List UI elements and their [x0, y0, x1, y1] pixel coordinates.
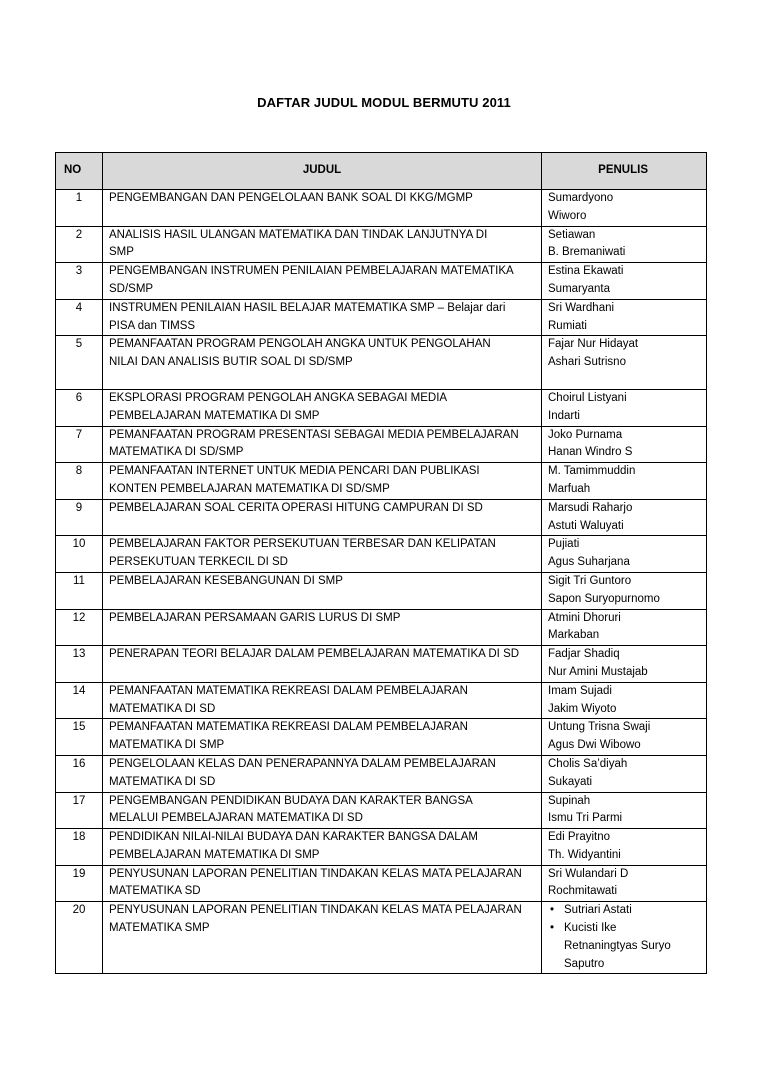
author-name: Sumaryanta — [548, 282, 611, 295]
row-number: 11 — [56, 572, 103, 609]
module-title-line: PENYUSUNAN LAPORAN PENELITIAN TINDAKAN KELAS MATA PELAJARAN — [109, 867, 522, 880]
table-header-row — [56, 153, 707, 190]
author-cell — [542, 755, 707, 792]
module-title-line: INSTRUMEN PENILAIAN HASIL BELAJAR MATEMATIKA SMP – Belajar dari — [109, 301, 506, 314]
author-name: Jakim Wiyoto — [548, 702, 617, 715]
author-name: Rumiati — [548, 319, 587, 332]
table-row — [56, 263, 707, 300]
author-name: Edi Prayitno — [548, 831, 611, 844]
author-name: M. Tamimmuddin — [548, 465, 636, 478]
module-title-cell — [103, 682, 542, 719]
author-name: Supinah — [548, 794, 591, 807]
module-title-line: PEMBELAJARAN KESEBANGUNAN DI SMP — [109, 574, 343, 587]
module-title-line: SMP — [109, 246, 134, 259]
module-title-cell — [103, 499, 542, 536]
module-title-line: PENGEMBANGAN PENDIDIKAN BUDAYA DAN KARAKTER BANGSA — [109, 794, 473, 807]
table-row — [56, 719, 707, 756]
author-bullet-item — [548, 920, 703, 973]
author-name: Sumardyono — [548, 192, 614, 204]
author-name: Choirul Listyani — [548, 391, 627, 404]
module-title-line: PISA dan TIMSS — [109, 319, 196, 332]
row-number: 12 — [56, 609, 103, 646]
table-row — [56, 190, 707, 227]
author-bullet-list — [548, 902, 703, 973]
table-row — [56, 865, 707, 902]
author-name: Markaban — [548, 629, 600, 642]
row-number: 13 — [56, 646, 103, 683]
module-title-line: MATEMATIKA DI SD/SMP — [109, 446, 244, 459]
author-name: Fajar Nur Hidayat — [548, 338, 639, 351]
module-title-line: PEMANFAATAN INTERNET UNTUK MEDIA PENCARI DAN PUBLIKASI — [109, 465, 480, 478]
author-name: Imam Sujadi — [548, 684, 612, 697]
module-title-line: PENGELOLAAN KELAS DAN PENERAPANNYA DALAM PEMBELAJARAN — [109, 757, 496, 770]
module-title-line: PENERAPAN TEORI BELAJAR DALAM PEMBELAJARAN MATEMATIKA DI SD — [109, 648, 520, 661]
module-title-line: MATEMATIKA DI SD — [109, 775, 216, 788]
module-title-cell — [103, 299, 542, 336]
author-name: Wiworo — [548, 209, 587, 222]
table-row — [56, 902, 707, 974]
module-title-line: MATEMATIKA DI SD — [109, 702, 216, 715]
row-number: 6 — [56, 389, 103, 426]
author-cell — [542, 463, 707, 500]
author-name: Hanan Windro S — [548, 446, 633, 459]
author-cell — [542, 682, 707, 719]
module-title-cell — [103, 336, 542, 390]
module-title-cell — [103, 263, 542, 300]
author-cell — [542, 336, 707, 390]
row-number: 20 — [56, 902, 103, 974]
author-name: Pujiati — [548, 538, 580, 551]
author-name: Nur Amini Mustajab — [548, 665, 648, 678]
table-row — [56, 792, 707, 829]
row-number: 7 — [56, 426, 103, 463]
author-name: Estina Ekawati — [548, 265, 624, 278]
author-name: Marfuah — [548, 482, 591, 495]
author-cell — [542, 263, 707, 300]
row-number: 16 — [56, 755, 103, 792]
module-title-line: PENYUSUNAN LAPORAN PENELITIAN TINDAKAN KELAS MATA PELAJARAN — [109, 904, 522, 917]
module-title-cell — [103, 536, 542, 573]
author-cell — [542, 902, 707, 974]
author-name: Ashari Sutrisno — [548, 356, 626, 369]
author-cell — [542, 865, 707, 902]
module-title-cell — [103, 463, 542, 500]
author-cell — [542, 299, 707, 336]
module-title-line: PENGEMBANGAN INSTRUMEN PENILAIAN PEMBELAJARAN MATEMATIKA — [109, 265, 514, 278]
module-table — [55, 152, 707, 974]
author-name: Retnaningtyas Suryo — [564, 939, 671, 952]
module-title-line: PEMANFAATAN MATEMATIKA REKREASI DALAM PEMBELAJARAN — [109, 721, 468, 734]
column-header-penulis: PENULIS — [542, 153, 707, 190]
row-number: 14 — [56, 682, 103, 719]
module-title-line: PEMBELAJARAN FAKTOR PERSEKUTUAN TERBESAR DAN KELIPATAN — [109, 538, 496, 551]
author-name: B. Bremaniwati — [548, 246, 626, 259]
table-row — [56, 646, 707, 683]
row-number: 8 — [56, 463, 103, 500]
author-cell — [542, 536, 707, 573]
author-name: Marsudi Raharjo — [548, 501, 633, 514]
table-row — [56, 829, 707, 866]
module-title-line: PEMANFAATAN PROGRAM PENGOLAH ANGKA UNTUK PENGOLAHAN — [109, 338, 491, 351]
module-title-line: EKSPLORASI PROGRAM PENGOLAH ANGKA SEBAGAI MEDIA — [109, 391, 448, 404]
module-title-line: PEMBELAJARAN PERSAMAAN GARIS LURUS DI SMP — [109, 611, 401, 624]
author-name: Fadjar Shadiq — [548, 648, 620, 661]
row-number: 15 — [56, 719, 103, 756]
table-row — [56, 572, 707, 609]
author-name: Sri Wardhani — [548, 301, 615, 314]
author-name: Sukayati — [548, 775, 593, 788]
module-title-cell — [103, 190, 542, 227]
module-title-cell — [103, 426, 542, 463]
author-cell — [542, 226, 707, 263]
column-header-judul: JUDUL — [103, 153, 542, 190]
row-number: 4 — [56, 299, 103, 336]
module-title-line: PENDIDIKAN NILAI-NILAI BUDAYA DAN KARAKTER BANGSA DALAM — [109, 831, 478, 844]
module-title-cell — [103, 646, 542, 683]
table-row — [56, 299, 707, 336]
row-number: 3 — [56, 263, 103, 300]
author-name: Ismu Tri Parmi — [548, 812, 623, 825]
author-bullet-item — [548, 902, 703, 920]
table-row — [56, 755, 707, 792]
author-name: Cholis Sa’diyah — [548, 757, 628, 770]
author-name: Agus Dwi Wibowo — [548, 739, 641, 752]
page-title: DAFTAR JUDUL MODUL BERMUTU 2011 — [257, 95, 511, 110]
module-title-cell — [103, 829, 542, 866]
author-cell — [542, 572, 707, 609]
author-name: Setiawan — [548, 228, 596, 241]
author-cell — [542, 609, 707, 646]
table-body — [56, 190, 707, 974]
author-cell — [542, 646, 707, 683]
module-title-cell — [103, 792, 542, 829]
module-title-line: NILAI DAN ANALISIS BUTIR SOAL DI SD/SMP — [109, 356, 353, 369]
module-title-cell — [103, 755, 542, 792]
author-name: Untung Trisna Swaji — [548, 721, 651, 734]
table-row — [56, 463, 707, 500]
table-row — [56, 426, 707, 463]
module-title-line: PEMBELAJARAN SOAL CERITA OPERASI HITUNG CAMPURAN DI SD — [109, 501, 483, 514]
module-title-line: ANALISIS HASIL ULANGAN MATEMATIKA DAN TINDAK LANJUTNYA DI — [109, 228, 488, 241]
author-name: Indarti — [548, 409, 580, 422]
row-number: 18 — [56, 829, 103, 866]
table-row — [56, 226, 707, 263]
module-title-line: PEMBELAJARAN MATEMATIKA DI SMP — [109, 409, 320, 422]
author-name: Th. Widyantini — [548, 848, 621, 861]
row-number: 19 — [56, 865, 103, 902]
author-name: Sapon Suryopurnomo — [548, 592, 660, 605]
table-row — [56, 609, 707, 646]
row-number: 17 — [56, 792, 103, 829]
author-name: Atmini Dhoruri — [548, 611, 621, 624]
author-name: • Sutriari Astati — [564, 904, 632, 917]
author-cell — [542, 792, 707, 829]
module-title-line: KONTEN PEMBELAJARAN MATEMATIKA DI SD/SMP — [109, 482, 390, 495]
table-row — [56, 682, 707, 719]
author-cell — [542, 499, 707, 536]
module-title-line: PEMANFAATAN MATEMATIKA REKREASI DALAM PEMBELAJARAN — [109, 684, 468, 697]
author-cell — [542, 719, 707, 756]
module-title-line: MELALUI PEMBELAJARAN MATEMATIKA DI SD — [109, 812, 363, 825]
row-number: 2 — [56, 226, 103, 263]
module-title-line: MATEMATIKA DI SMP — [109, 739, 225, 752]
module-title-line: MATEMATIKA SD — [109, 885, 201, 898]
author-name: Saputro — [564, 957, 605, 970]
author-cell — [542, 829, 707, 866]
module-title-line: PEMANFAATAN PROGRAM PRESENTASI SEBAGAI MEDIA PEMBELAJARAN — [109, 428, 519, 441]
module-title-cell — [103, 226, 542, 263]
module-title-cell — [103, 389, 542, 426]
module-title-line: MATEMATIKA SMP — [109, 922, 210, 935]
author-cell — [542, 190, 707, 227]
table-row — [56, 336, 707, 390]
row-number: 10 — [56, 536, 103, 573]
row-number: 5 — [56, 336, 103, 390]
table-row — [56, 389, 707, 426]
author-name: Sigit Tri Guntoro — [548, 574, 632, 587]
module-title-line: SD/SMP — [109, 282, 154, 295]
author-name: Rochmitawati — [548, 885, 618, 898]
module-title-cell — [103, 572, 542, 609]
author-name: Agus Suharjana — [548, 556, 630, 569]
author-name: • Kucisti Ike — [564, 922, 617, 935]
author-name: Sri Wulandari D — [548, 867, 629, 880]
table-row — [56, 536, 707, 573]
module-title-cell — [103, 865, 542, 902]
row-number: 1 — [56, 190, 103, 227]
module-title-cell — [103, 609, 542, 646]
module-title-cell — [103, 902, 542, 974]
author-cell — [542, 426, 707, 463]
module-title-line: PEMBELAJARAN MATEMATIKA DI SMP — [109, 848, 320, 861]
table-row — [56, 499, 707, 536]
row-number: 9 — [56, 499, 103, 536]
author-name: Astuti Waluyati — [548, 519, 624, 532]
author-name: Joko Purnama — [548, 428, 623, 441]
author-cell — [542, 389, 707, 426]
column-header-no: NO — [56, 153, 103, 190]
module-title-line: PERSEKUTUAN TERKECIL DI SD — [109, 556, 288, 569]
module-title-cell — [103, 719, 542, 756]
module-title-line: PENGEMBANGAN DAN PENGELOLAAN BANK SOAL DI KKG/MGMP — [109, 192, 473, 204]
